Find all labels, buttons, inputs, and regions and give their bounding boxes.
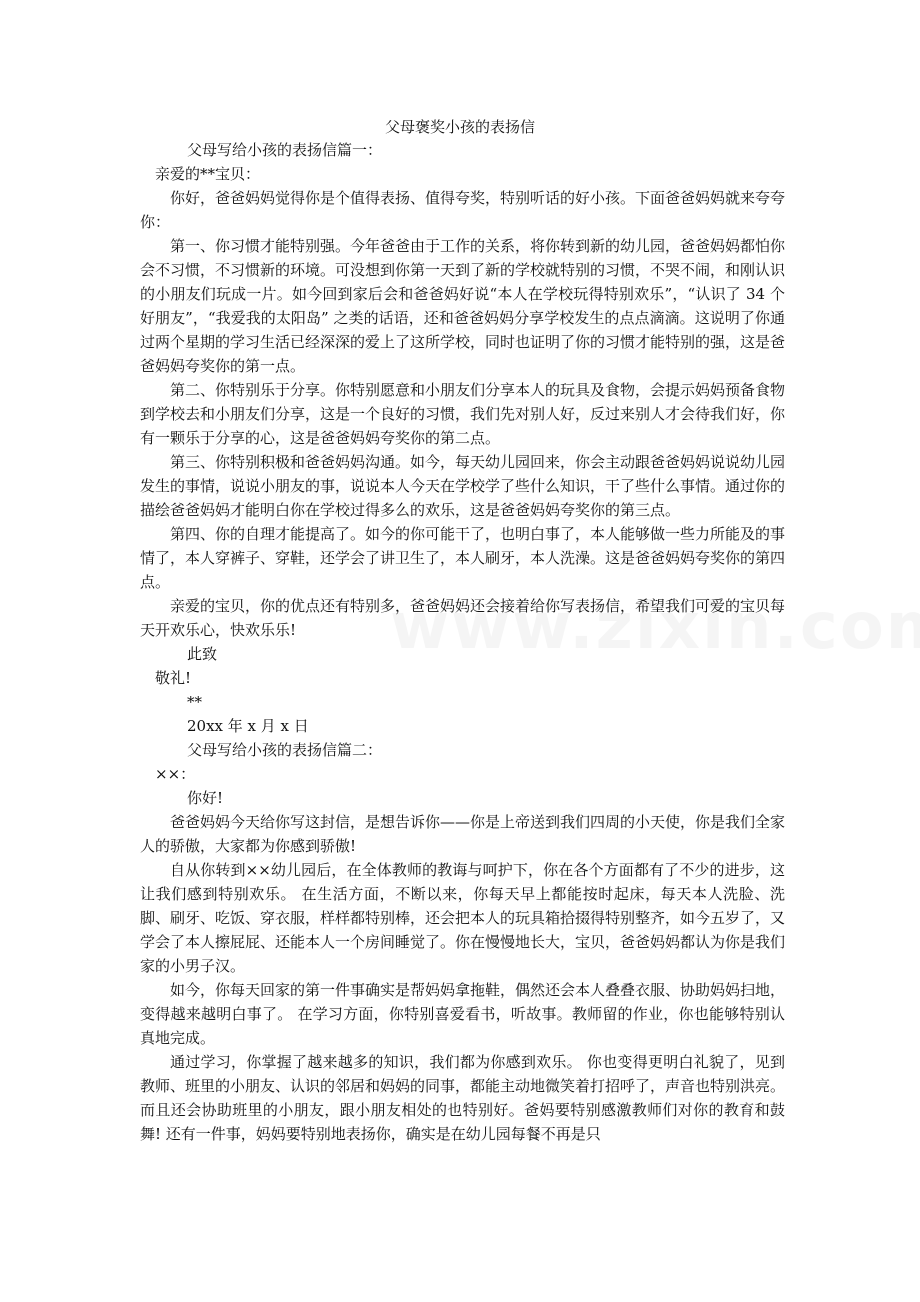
paragraph: 第一、你习惯才能特别强。今年爸爸由于工作的关系，将你转到新的幼儿园，爸爸妈妈都怕你会不习惯，不习惯新的环境。可没想到你第一天到了新的学校就特别的习惯，不哭不闹，和刚认识的小朋友们玩成一片。如今回到家后会和爸爸妈好说“本人在学校玩得特别欢乐”，“认识了 34 个好朋友”，“我爱我的太阳岛” 之类的话语，还和爸爸妈妈分享学校发生的点点滴滴。这说明了你通过两个星期的学习生活已经深深的爱上了这所学校，同时也证明了你的习惯才能特别的强，这是爸爸妈妈夸奖你的第一点。 [140,237,786,375]
paragraph: 通过学习，你掌握了越来越多的知识，我们都为你感到欢乐。 你也变得更明白礼貌了，见到教师、班里的小朋友、认识的邻居和妈妈的同事，都能主动地微笑着打招呼了，声音也特别洪亮。而且还会协助班里的小朋友，跟小朋友相处的也特别好。爸妈要特别感激教师们对你的教育和鼓舞! 还有一件事，妈妈要特别地表扬你，确实是在幼儿园每餐不再是只 [140,1053,786,1143]
letter1-signature: ** [187,693,202,711]
letter1-salutation: 亲爱的**宝贝： [155,165,261,183]
paragraph: 第四、你的自理才能提高了。如今的你可能干了，也明白事了，本人能够做一些力所能及的事情了，本人穿裤子、穿鞋，还学会了讲卫生了，本人刷牙，本人洗澡。这是爸爸妈妈夸奖你的第四点。 [140,525,786,591]
document-title: 父母褒奖小孩的表扬信 [384,118,535,136]
paragraph: 如今，你每天回家的第一件事确实是帮妈妈拿拖鞋，偶然还会本人叠叠衣服、协助妈妈扫地，变得越来越明白事了。 在学习方面，你特别喜爱看书，听故事。教师留的作业，你也能够特别认真地完成。 [140,981,786,1047]
letter1-heading: 父母写给小孩的表扬信篇一： [187,141,383,159]
letter1-date: 20xx 年 x 月 x 日 [187,717,309,735]
letter1-closing-2: 敬礼! [155,669,192,687]
paragraph: 亲爱的宝贝，你的优点还有特别多，爸爸妈妈还会接着给你写表扬信，希望我们可爱的宝贝每天开欢乐心，快欢乐乐! [140,597,786,639]
paragraph: 你好，爸爸妈妈觉得你是个值得表扬、值得夸奖，特别听话的好小孩。下面爸爸妈妈就来夸夸你： [140,189,786,231]
letter2-greeting: 你好! [187,789,224,807]
document-body [140,138,785,1146]
letter2-salutation: ××： [155,765,196,783]
paragraph: 第二、你特别乐于分享。你特别愿意和小朋友们分享本人的玩具及食物，会提示妈妈预备食物到学校去和小朋友们分享，这是一个良好的习惯，我们先对别人好，反过来别人才会待我们好，你有一颗乐于分享的心，这是爸爸妈妈夸奖你的第二点。 [140,381,786,447]
letter2-heading: 父母写给小孩的表扬信篇二： [187,741,383,759]
paragraph: 自从你转到××幼儿园后，在全体教师的教诲与呵护下，你在各个方面都有了不少的进步，这让我们感到特别欢乐。 在生活方面，不断以来，你每天早上都能按时起床，每天本人洗脸、洗脚、刷牙、吃饭、穿衣服，样样都特别棒，还会把本人的玩具箱拾掇得特别整齐，如今五岁了，又学会了本人擦屁屁、还能本人一个房间睡觉了。你在慢慢地长大，宝贝，爸爸妈妈都认为你是我们家的小男子汉。 [140,861,786,975]
paragraph: 爸爸妈妈今天给你写这封信，是想告诉你——你是上帝送到我们四周的小天使，你是我们全家人的骄傲，大家都为你感到骄傲! [140,813,786,855]
letter1-closing-1: 此致 [187,645,218,663]
paragraph: 第三、你特别积极和爸爸妈妈沟通。如今，每天幼儿园回来，你会主动跟爸爸妈妈说说幼儿园发生的事情，说说小朋友的事，说说本人今天在学校学了些什么知识，干了些什么事情。通过你的描绘爸爸妈妈才能明白你在学校过得多么的欢乐，这是爸爸妈妈夸奖你的第三点。 [140,453,786,519]
